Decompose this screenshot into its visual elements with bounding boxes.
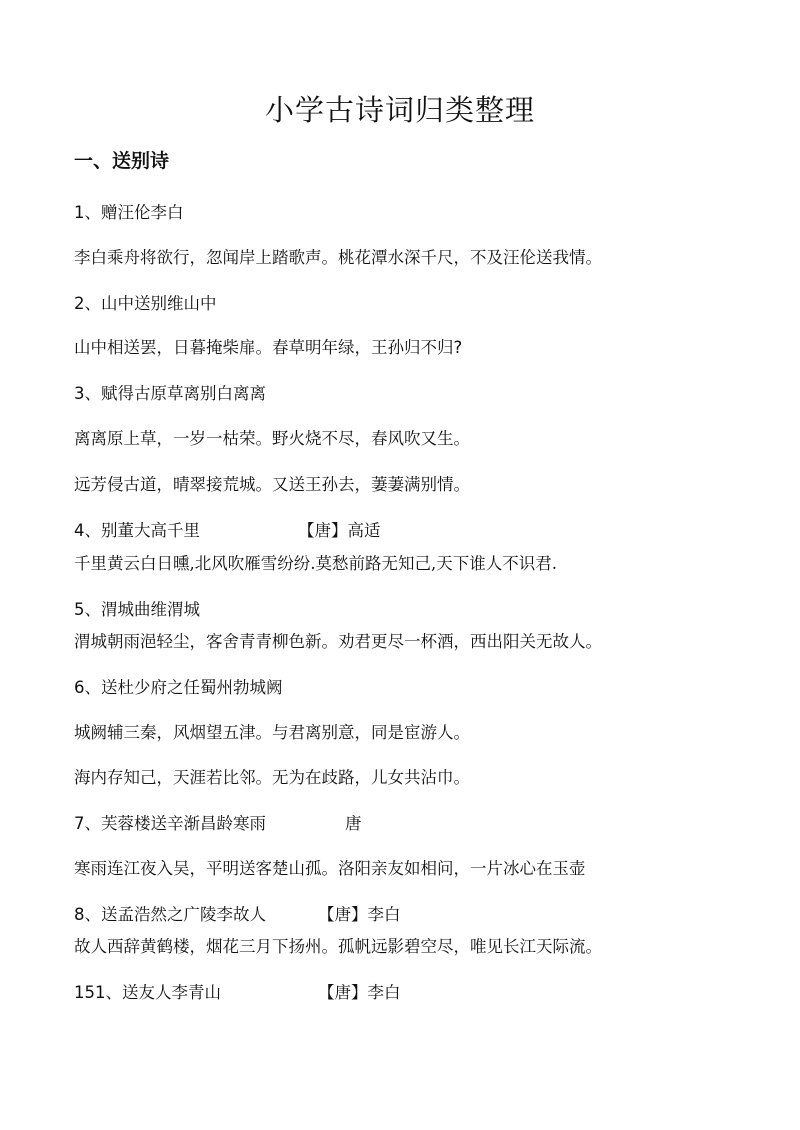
poem-3-line-1: 离离原上草，一岁一枯荣。野火烧不尽，春风吹又生。 bbox=[74, 429, 470, 448]
poem-6-line-2: 海内存知己，天涯若比邻。无为在歧路，儿女共沾巾。 bbox=[74, 768, 470, 787]
poem-5-title: 5、渭城曲维渭城 bbox=[74, 600, 200, 619]
poem-4-attribution: 【唐】高适 bbox=[298, 521, 381, 540]
poem-7-attribution: 唐 bbox=[345, 814, 362, 833]
page-title: 小学古诗词归类整理 bbox=[264, 93, 535, 127]
poem-7-title: 7、芙蓉楼送辛渐昌龄寒雨 bbox=[74, 814, 266, 833]
poem-8-attribution: 【唐】李白 bbox=[318, 905, 401, 924]
poem-4-line-1: 千里黄云白日曛,北风吹雁雪纷纷.莫愁前路无知己,天下谁人不识君. bbox=[74, 554, 557, 573]
section-heading: 一、送别诗 bbox=[74, 150, 170, 172]
poem-7-line-1: 寒雨连江夜入吴，平明送客楚山孤。洛阳亲友如相问，一片冰心在玉壶 bbox=[74, 859, 586, 878]
poem-1-title: 1、赠汪伦李白 bbox=[74, 203, 184, 222]
poem-1-line-1: 李白乘舟将欲行，忽闻岸上踏歌声。桃花潭水深千尺，不及汪伦送我情。 bbox=[74, 248, 602, 267]
poem-8-title: 8、送孟浩然之广陵李故人 bbox=[74, 905, 266, 924]
poem-2-line-1: 山中相送罢，日暮掩柴扉。春草明年绿，王孙归不归? bbox=[74, 338, 463, 357]
poem-8-line-1: 故人西辞黄鹤楼，烟花三月下扬州。孤帆远影碧空尽，唯见长江天际流。 bbox=[74, 937, 602, 956]
poem-3-title: 3、赋得古原草离别白离离 bbox=[74, 384, 266, 403]
poem-5-line-1: 渭城朝雨浥轻尘，客舍青青柳色新。劝君更尽一杯酒，西出阳关无故人。 bbox=[74, 632, 602, 651]
poem-151-attribution: 【唐】李白 bbox=[318, 983, 401, 1002]
poem-3-line-2: 远芳侵古道，晴翠接荒城。又送王孙去，萋萋满别情。 bbox=[74, 475, 470, 494]
poem-4-title: 4、别董大高千里 bbox=[74, 521, 200, 540]
poem-2-title: 2、山中送别维山中 bbox=[74, 294, 217, 313]
poem-6-title: 6、送杜少府之任蜀州勃城阙 bbox=[74, 678, 283, 697]
poem-151-title: 151、送友人李青山 bbox=[74, 983, 221, 1002]
poem-6-line-1: 城阙辅三秦，风烟望五津。与君离别意，同是宦游人。 bbox=[74, 723, 470, 742]
